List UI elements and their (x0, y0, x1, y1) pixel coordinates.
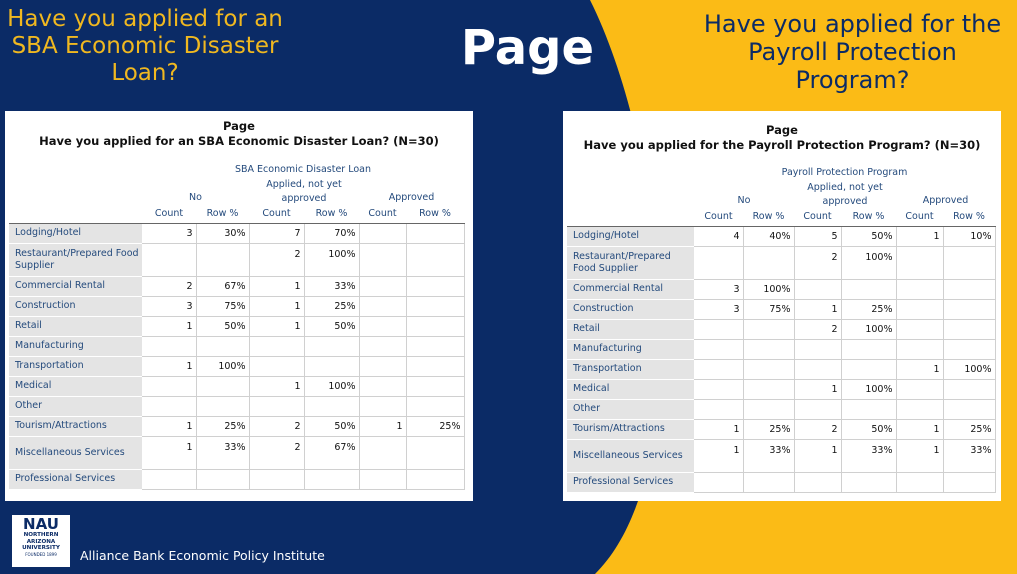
ppp-cell (694, 339, 743, 359)
ppp-cell: 100% (841, 379, 896, 399)
sba-cell: 3 (142, 223, 196, 243)
ppp-sub-rowpct-applied: Row % (841, 208, 896, 226)
sba-cell: 50% (304, 416, 359, 436)
sba-cell: 100% (304, 376, 359, 396)
ppp-cell: 50% (841, 419, 896, 439)
sba-cell: 33% (196, 436, 249, 469)
ppp-table-title: Page (766, 123, 798, 137)
ppp-cell: 100% (743, 279, 794, 299)
ppp-cell (743, 472, 794, 492)
ppp-row-label: Commercial Rental (567, 279, 694, 299)
ppp-cell (896, 379, 943, 399)
ppp-cell (794, 472, 841, 492)
sba-col-applied-line1: Applied, not yet (266, 178, 342, 190)
ppp-cell (896, 279, 943, 299)
ppp-cell (743, 359, 794, 379)
sba-cell: 100% (196, 356, 249, 376)
ppp-table-panel (563, 111, 1001, 501)
ppp-cell: 3 (694, 279, 743, 299)
sba-cell: 1 (249, 276, 304, 296)
ppp-cell (943, 299, 995, 319)
ppp-cell: 3 (694, 299, 743, 319)
ppp-cell (943, 399, 995, 419)
ppp-col-no: No (737, 195, 751, 206)
ppp-cell: 2 (794, 419, 841, 439)
sba-col-approved: Approved (388, 192, 435, 203)
ppp-cell: 25% (841, 299, 896, 319)
ppp-row-label: Medical (567, 379, 694, 399)
sba-cell: 1 (249, 296, 304, 316)
sba-cell (406, 436, 464, 469)
ppp-cell (743, 339, 794, 359)
ppp-cell: 75% (743, 299, 794, 319)
sba-row-label: Transportation (9, 356, 142, 376)
sba-cell: 2 (249, 243, 304, 276)
sba-cell (406, 243, 464, 276)
sba-cell (304, 469, 359, 489)
sba-sub-count-no: Count (142, 205, 196, 223)
ppp-cell: 1 (896, 419, 943, 439)
sba-cell (304, 336, 359, 356)
sba-cell (406, 396, 464, 416)
ppp-cell (896, 472, 943, 492)
sba-sub-count-applied: Count (249, 205, 304, 223)
sba-cell: 2 (249, 436, 304, 469)
sba-cell: 1 (249, 316, 304, 336)
ppp-cell: 4 (694, 226, 743, 246)
sba-cell (196, 469, 249, 489)
ppp-row-label: Lodging/Hotel (567, 226, 694, 246)
logo-wordmark: NAU (23, 515, 59, 533)
ppp-cell (943, 379, 995, 399)
ppp-row-label: Retail (567, 319, 694, 339)
sba-cell (406, 469, 464, 489)
ppp-cell: 2 (794, 319, 841, 339)
sba-cell (142, 396, 196, 416)
sba-cell (406, 356, 464, 376)
ppp-cell (743, 379, 794, 399)
ppp-cell (841, 472, 896, 492)
footer-text: Alliance Bank Economic Policy Institute (80, 548, 325, 563)
right-heading: Have you applied for the Payroll Protection Program? (703, 10, 1002, 95)
ppp-cell: 100% (943, 359, 995, 379)
ppp-cell: 5 (794, 226, 841, 246)
ppp-cell: 1 (694, 419, 743, 439)
ppp-row-label: Tourism/Attractions (567, 419, 694, 439)
ppp-sub-rowpct-approved: Row % (943, 208, 995, 226)
sba-cell (359, 356, 406, 376)
sba-row-label: Miscellaneous Services (9, 436, 142, 469)
ppp-crosstab (567, 164, 996, 493)
ppp-cell (794, 359, 841, 379)
sba-table-panel (5, 111, 473, 501)
sba-cell (142, 243, 196, 276)
sba-cell: 1 (142, 436, 196, 469)
sba-table-subtitle: Have you applied for an SBA Economic Disaster Loan? (N=30) (39, 134, 439, 148)
sba-crosstab (9, 161, 465, 490)
ppp-cell (841, 399, 896, 419)
sba-cell (406, 376, 464, 396)
ppp-cell: 100% (841, 246, 896, 279)
sba-cell: 30% (196, 223, 249, 243)
ppp-cell (841, 339, 896, 359)
ppp-cell: 10% (943, 226, 995, 246)
sba-col-applied-line2: approved (281, 192, 327, 204)
sba-cell: 1 (142, 416, 196, 436)
sba-col-no: No (189, 192, 202, 203)
sba-sub-count-approved: Count (359, 205, 406, 223)
ppp-cell: 50% (841, 226, 896, 246)
sba-cell (196, 336, 249, 356)
sba-cell (196, 376, 249, 396)
ppp-cell (794, 279, 841, 299)
ppp-cell (794, 399, 841, 419)
ppp-cell (896, 319, 943, 339)
sba-cell (142, 376, 196, 396)
sba-row-label: Retail (9, 316, 142, 336)
sba-cell: 25% (406, 416, 464, 436)
ppp-cell (841, 359, 896, 379)
sba-cell (249, 336, 304, 356)
sba-cell (359, 336, 406, 356)
sba-sub-rowpct-no: Row % (196, 205, 249, 223)
sba-cell: 1 (142, 316, 196, 336)
ppp-cell (896, 299, 943, 319)
sba-cell: 50% (304, 316, 359, 336)
sba-cell (249, 396, 304, 416)
logo-line: FOUNDED 1899 (25, 551, 57, 557)
ppp-cell (841, 279, 896, 299)
ppp-cell (743, 246, 794, 279)
ppp-row-label: Restaurant/Prepared Food Supplier (567, 246, 694, 279)
sba-cell: 3 (142, 296, 196, 316)
sba-cell: 67% (196, 276, 249, 296)
sba-sub-rowpct-approved: Row % (406, 205, 464, 223)
sba-row-label: Lodging/Hotel (9, 223, 142, 243)
ppp-cell: 25% (943, 419, 995, 439)
ppp-row-label: Construction (567, 299, 694, 319)
ppp-cell (694, 246, 743, 279)
sba-cell (359, 436, 406, 469)
sba-cell (359, 223, 406, 243)
sba-cell (196, 396, 249, 416)
sba-row-label: Commercial Rental (9, 276, 142, 296)
ppp-cell (743, 399, 794, 419)
ppp-cell: 1 (694, 439, 743, 472)
sba-cell: 67% (304, 436, 359, 469)
logo-line: UNIVERSITY (22, 545, 60, 551)
sba-cell: 1 (249, 376, 304, 396)
sba-cell: 1 (142, 356, 196, 376)
sba-cell: 25% (304, 296, 359, 316)
sba-cell (359, 376, 406, 396)
sba-cell (359, 469, 406, 489)
ppp-cell (794, 339, 841, 359)
logo-line: ARIZONA (26, 538, 56, 545)
ppp-cell (694, 399, 743, 419)
sba-cell (196, 243, 249, 276)
sba-cell (406, 223, 464, 243)
sba-cell (359, 316, 406, 336)
sba-cell (359, 243, 406, 276)
ppp-cell: 1 (896, 439, 943, 472)
center-title: Page (460, 20, 595, 76)
ppp-cell: 33% (841, 439, 896, 472)
ppp-cell: 1 (896, 359, 943, 379)
ppp-sub-count-applied: Count (794, 208, 841, 226)
ppp-cell: 1 (794, 379, 841, 399)
sba-cell: 33% (304, 276, 359, 296)
sba-cell (304, 396, 359, 416)
sba-cell (406, 316, 464, 336)
sba-cell (249, 356, 304, 376)
ppp-cell: 2 (794, 246, 841, 279)
ppp-cell (694, 379, 743, 399)
sba-cell (359, 396, 406, 416)
ppp-cell (943, 472, 995, 492)
sba-cell: 70% (304, 223, 359, 243)
sba-cell: 1 (359, 416, 406, 436)
sba-row-label: Professional Services (9, 469, 142, 489)
ppp-cell (896, 246, 943, 279)
ppp-cell (694, 359, 743, 379)
sba-cell (359, 276, 406, 296)
sba-cell: 2 (249, 416, 304, 436)
sba-row-label: Restaurant/Prepared Food Supplier (9, 243, 142, 276)
ppp-row-label: Miscellaneous Services (567, 439, 694, 472)
ppp-cell (943, 319, 995, 339)
ppp-sub-count-approved: Count (896, 208, 943, 226)
ppp-cell (896, 399, 943, 419)
sba-cell: 2 (142, 276, 196, 296)
ppp-cell (943, 246, 995, 279)
ppp-cell (694, 472, 743, 492)
ppp-table-subtitle: Have you applied for the Payroll Protection Program? (N=30) (583, 138, 981, 152)
sba-cell: 25% (196, 416, 249, 436)
sba-row-label: Tourism/Attractions (9, 416, 142, 436)
sba-table-title: Page (223, 119, 255, 133)
left-heading: Have you applied for an SBA Economic Disaster Loan? (7, 6, 283, 86)
sba-row-label: Construction (9, 296, 142, 316)
ppp-cell: 1 (794, 439, 841, 472)
sba-cell: 50% (196, 316, 249, 336)
sba-row-label: Manufacturing (9, 336, 142, 356)
sba-cell: 75% (196, 296, 249, 316)
ppp-cell (896, 339, 943, 359)
sba-cell: 7 (249, 223, 304, 243)
ppp-col-approved: Approved (922, 195, 969, 206)
ppp-cell (943, 279, 995, 299)
ppp-cell: 1 (896, 226, 943, 246)
ppp-row-label: Professional Services (567, 472, 694, 492)
ppp-group-header: Payroll Protection Program (781, 166, 908, 178)
ppp-row-label: Other (567, 399, 694, 419)
sba-cell (142, 336, 196, 356)
ppp-row-label: Transportation (567, 359, 694, 379)
sba-cell (406, 336, 464, 356)
ppp-row-label: Manufacturing (567, 339, 694, 359)
sba-cell: 100% (304, 243, 359, 276)
sba-sub-rowpct-applied: Row % (304, 205, 359, 223)
logo-line: NORTHERN (23, 532, 59, 538)
sba-group-header: SBA Economic Disaster Loan (234, 163, 372, 175)
ppp-cell (694, 319, 743, 339)
ppp-cell: 33% (943, 439, 995, 472)
ppp-cell: 1 (794, 299, 841, 319)
ppp-cell (743, 319, 794, 339)
ppp-cell: 33% (743, 439, 794, 472)
sba-cell (304, 356, 359, 376)
sba-cell (142, 469, 196, 489)
ppp-sub-rowpct-no: Row % (743, 208, 794, 226)
sba-row-label: Medical (9, 376, 142, 396)
ppp-cell: 25% (743, 419, 794, 439)
ppp-col-applied-line1: Applied, not yet (807, 181, 883, 193)
sba-cell (249, 469, 304, 489)
sba-cell (406, 276, 464, 296)
nau-logo (12, 515, 70, 567)
ppp-cell (943, 339, 995, 359)
sba-cell (406, 296, 464, 316)
ppp-cell: 100% (841, 319, 896, 339)
sba-cell (359, 296, 406, 316)
ppp-col-applied-line2: approved (822, 195, 868, 207)
sba-row-label: Other (9, 396, 142, 416)
ppp-sub-count-no: Count (694, 208, 743, 226)
ppp-cell: 40% (743, 226, 794, 246)
